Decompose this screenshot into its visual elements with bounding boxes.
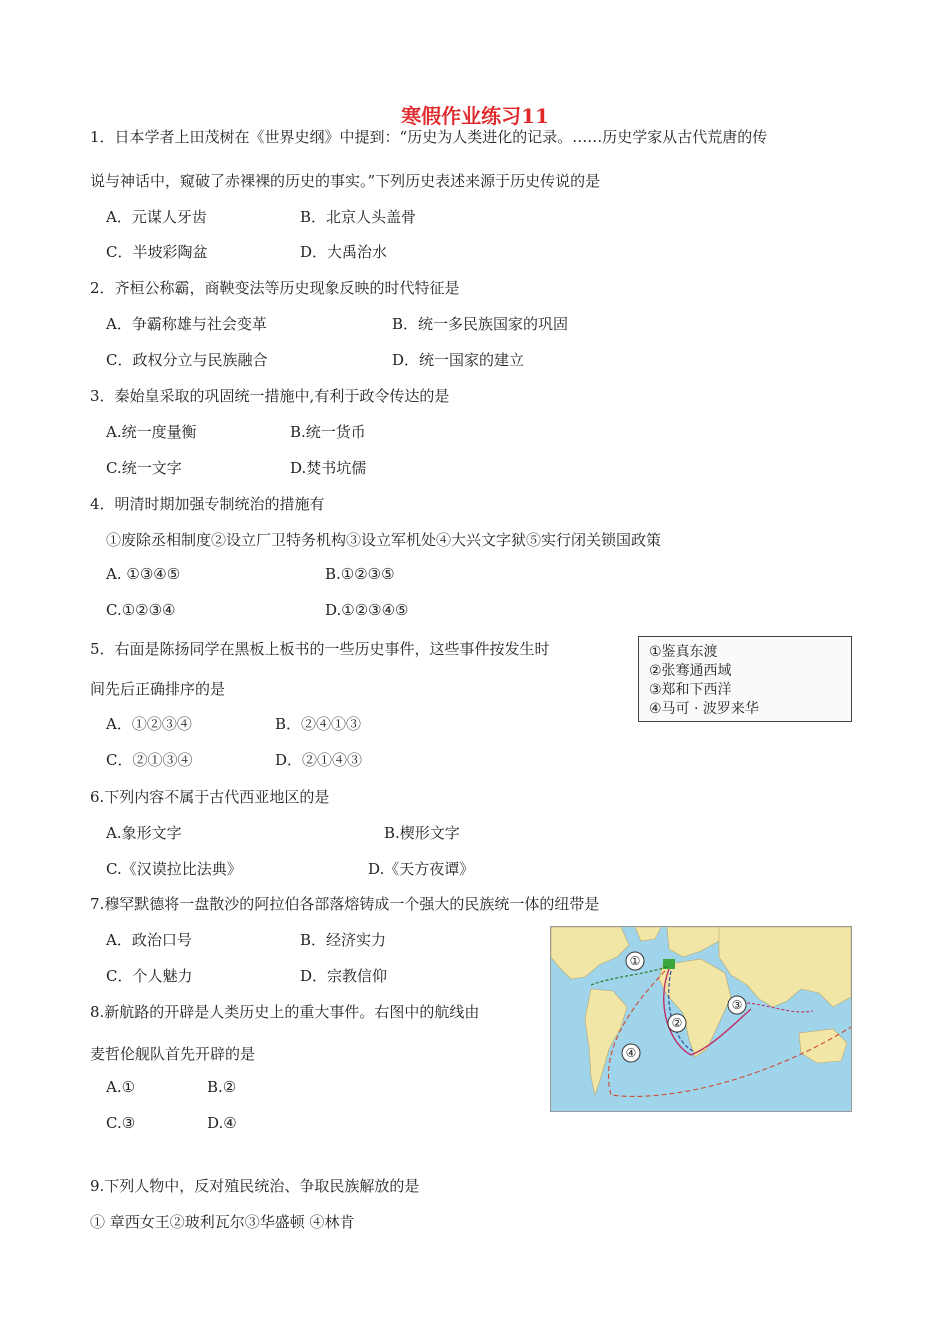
question-4-option-c: C.①②③④ — [106, 601, 176, 619]
landmass-europe — [667, 927, 721, 957]
map-graphic — [551, 927, 851, 1111]
question-2-option-a: A．争霸称雄与社会变革 — [106, 315, 267, 333]
question-2-option-d: D．统一国家的建立 — [392, 351, 525, 369]
map-label-2: ② — [671, 1016, 683, 1030]
question-2-option-c: C．政权分立与民族融合 — [106, 351, 268, 369]
question-4-option-d: D.①②③④⑤ — [325, 601, 409, 619]
question-7-option-a: A．政治口号 — [106, 931, 192, 949]
route-1 — [591, 967, 667, 985]
map-label-4: ④ — [625, 1046, 637, 1060]
question-9-stem: 9.下列人物中，反对殖民统治、争取民族解放的是 — [90, 1177, 420, 1195]
question-7-option-c: C．个人魅力 — [106, 967, 193, 985]
question-3-option-b: B.统一货币 — [290, 423, 366, 441]
question-5-option-b: B．②④①③ — [275, 715, 362, 733]
question-6-stem: 6.下列内容不属于古代西亚地区的是 — [90, 788, 330, 806]
question-1-option-a: A．元谋人牙齿 — [106, 208, 207, 226]
question-5-option-c: C．②①③④ — [106, 751, 193, 769]
question-8-option-a: A.① — [106, 1078, 136, 1096]
question-3-option-d: D.焚书坑儒 — [290, 459, 367, 477]
question-3-option-a: A.统一度量衡 — [106, 423, 197, 441]
question-1-option-d: D．大禹治水 — [300, 243, 388, 261]
landmass-south-america — [585, 989, 627, 1095]
question-5-stem-line-1: 5．右面是陈扬同学在黑板上板书的一些历史事件，这些事件按发生时 — [90, 640, 550, 658]
question-7-option-d: D．宗教信仰 — [300, 967, 388, 985]
question-3-option-c: C.统一文字 — [106, 459, 182, 477]
blackboard-item-2: ②张骞通西域 — [649, 663, 732, 679]
question-6-option-c: C.《汉谟拉比法典》 — [106, 860, 242, 878]
question-2-stem: 2．齐桓公称霸，商鞅变法等历史现象反映的时代特征是 — [90, 279, 460, 297]
landmass-north-america — [551, 927, 629, 979]
route-5 — [747, 1003, 813, 1012]
question-5-stem-line-2: 间先后正确排序的是 — [90, 680, 226, 698]
question-7-option-b: B．经济实力 — [300, 931, 387, 949]
landmass-australia — [799, 1029, 847, 1063]
question-8-option-d: D.④ — [207, 1114, 237, 1132]
question-8-option-b: B.② — [207, 1078, 237, 1096]
question-4-stem: 4．明清时期加强专制统治的措施有 — [90, 495, 325, 513]
question-6-option-a: A.象形文字 — [106, 824, 182, 842]
question-8-stem-line-2: 麦哲伦舰队首先开辟的是 — [90, 1045, 256, 1063]
question-6-option-d: D.《天方夜谭》 — [368, 860, 475, 878]
question-9-items: ① 章西女王②玻利瓦尔③华盛顿 ④林肯 — [90, 1213, 355, 1231]
question-2-option-b: B．统一多民族国家的巩固 — [392, 315, 569, 333]
question-1-option-b: B．北京人头盖骨 — [300, 208, 417, 226]
question-7-stem: 7.穆罕默德将一盘散沙的阿拉伯各部落熔铸成一个强大的民族统一体的纽带是 — [90, 895, 600, 913]
question-6-option-b: B.楔形文字 — [384, 824, 460, 842]
question-4-option-b: B.①②③⑤ — [325, 565, 395, 583]
question-1-stem-line-2: 说与神话中，窥破了赤裸裸的历史的事实。”下列历史表述来源于历史传说的是 — [90, 172, 601, 190]
landmass-greenland — [635, 927, 661, 941]
map-label-1: ① — [629, 954, 641, 968]
question-1-option-c: C．半坡彩陶盆 — [106, 243, 208, 261]
blackboard-note — [638, 636, 852, 722]
landmass-asia — [719, 927, 851, 1007]
question-5-option-d: D．②①④③ — [275, 751, 363, 769]
question-8-option-c: C.③ — [106, 1114, 136, 1132]
question-3-stem: 3．秦始皇采取的巩固统一措施中,有利于政令传达的是 — [90, 387, 450, 405]
voyage-route-map — [550, 926, 852, 1112]
question-1-stem-line-1: 1．日本学者上田茂树在《世界史纲》中提到：“历史为人类进化的记录。……历史学家从古代荒唐的传 — [90, 128, 768, 146]
page-title: 寒假作业练习11 — [401, 104, 549, 128]
question-4-option-a: A. ①③④⑤ — [106, 565, 181, 583]
question-4-items: ①废除丞相制度②设立厂卫特务机构③设立军机处④大兴文字狱⑤实行闭关锁国政策 — [106, 531, 662, 549]
blackboard-item-4: ④马可 · 波罗来华 — [649, 701, 759, 717]
question-5-option-a: A．①②③④ — [106, 715, 192, 733]
blackboard-item-1: ①鉴真东渡 — [649, 644, 718, 660]
map-label-3: ③ — [731, 998, 743, 1012]
question-8-stem-line-1: 8.新航路的开辟是人类历史上的重大事件。右图中的航线由 — [90, 1003, 480, 1021]
blackboard-item-3: ③郑和下西洋 — [649, 682, 732, 698]
